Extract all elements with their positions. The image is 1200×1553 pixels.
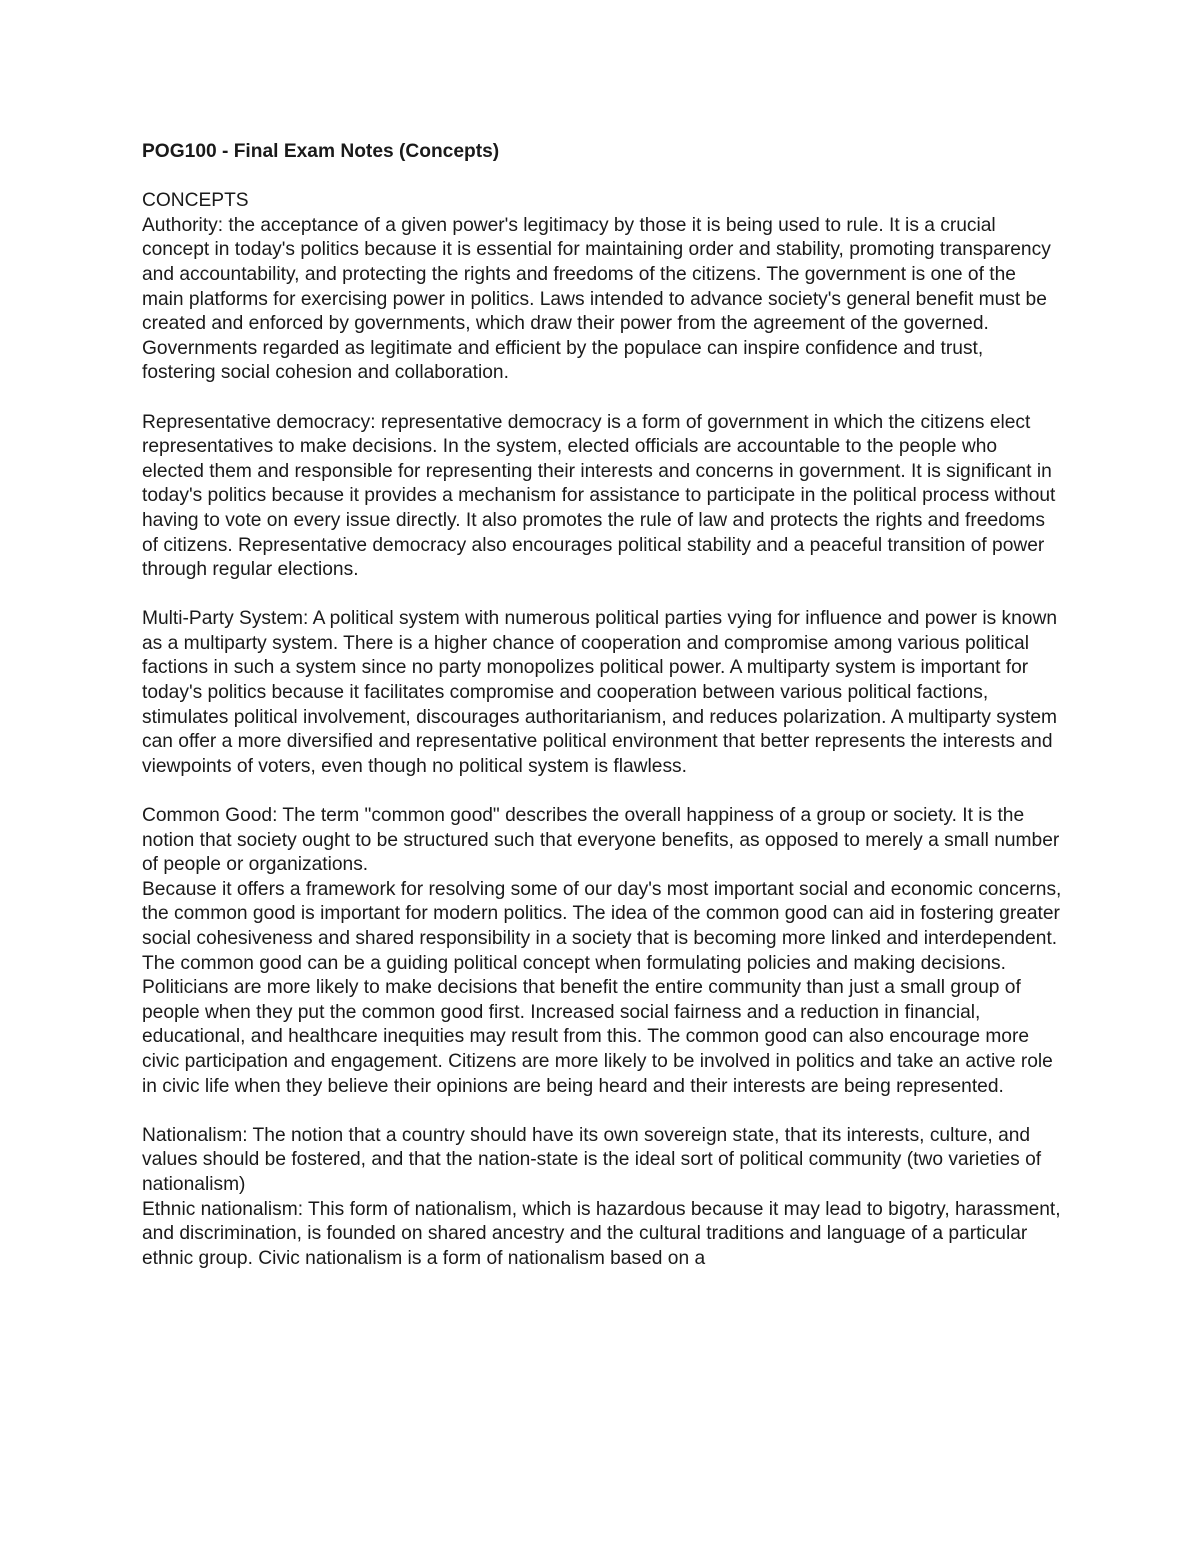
paragraph-authority: Authority: the acceptance of a given power's legitimacy by those it is being used to rule. It is a crucial concept in today's politics because it is essential for maintaining order and stability, promoting transparency and accountability, and protecting the rights and freedoms of the citizens. The government is one of the main platforms for exercising power in politics. Laws intended to advance society's general benefit must be created and enforced by governments, which draw their power from the agreement of the governed. Governments regarded as legitimate and efficient by the populace can inspire confidence and trust, fostering social cohesion and collaboration.: [142, 214, 1051, 384]
paragraph-representative-democracy: Representative democracy: representative democracy is a form of government in which the citizens elect representatives to make decisions. In the system, elected officials are accountable to the people who elected them and responsible for representing their interests and concerns in government. It is significant in today's politics because it provides a mechanism for assistance to participate in the political process without having to vote on every issue directly. It also promotes the rule of law and protects the rights and freedoms of citizens. Representative democracy also encourages political stability and a peaceful transition of power through regular elections.: [142, 411, 1056, 581]
paragraph-nationalism: Nationalism: The notion that a country should have its own sovereign state, that its interests, culture, and values should be fostered, and that the nation-state is the ideal sort of political community (two varieties of nationalism): [142, 1124, 1042, 1195]
document-title: POG100 - Final Exam Notes (Concepts): [142, 141, 500, 162]
document-page: [142, 140, 1062, 1271]
paragraph-ethnic-nationalism: Ethnic nationalism: This form of nationalism, which is hazardous because it may lead to bigotry, harassment, and discrimination, is founded on shared ancestry and the cultural traditions and language of a particular ethnic group. Civic nationalism is a form of nationalism based on a: [142, 1198, 1061, 1269]
paragraph-common-good-definition: Common Good: The term "common good" describes the overall happiness of a group or society. It is the notion that society ought to be structured such that everyone benefits, as opposed to merely a small number of people or organizations.: [142, 805, 1060, 876]
paragraph-common-good-importance: Because it offers a framework for resolving some of our day's most important social and economic concerns, the common good is important for modern politics. The idea of the common good can aid in fostering greater social cohesiveness and shared responsibility in a society that is becoming more linked and interdependent. The common good can be a guiding political concept when formulating policies and making decisions. Politicians are more likely to make decisions that benefit the entire community than just a small group of people when they put the common good first. Increased social fairness and a reduction in financial, educational, and healthcare inequities may result from this. The common good can also encourage more civic participation and engagement. Citizens are more likely to be involved in politics and take an active role in civic life when they believe their opinions are being heard and their interests are being represented.: [142, 878, 1062, 1097]
section-heading: CONCEPTS: [142, 190, 249, 212]
paragraph-multi-party-system: Multi-Party System: A political system with numerous political parties vying for influence and power is known as a multiparty system. There is a higher chance of cooperation and compromise among various political factions in such a system since no party monopolizes political power. A multiparty system is important for today's politics because it facilitates compromise and cooperation between various political factions, stimulates political involvement, discourages authoritarianism, and reduces polarization. A multiparty system can offer a more diversified and representative political environment that better represents the interests and viewpoints of voters, even though no political system is flawless.: [142, 608, 1058, 777]
